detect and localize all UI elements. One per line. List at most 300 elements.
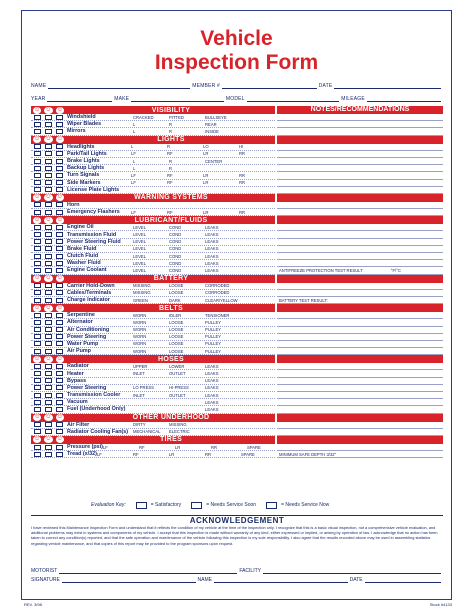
rating-checkbox[interactable] (56, 232, 63, 237)
rating-checkbox[interactable] (45, 254, 52, 259)
condition-option[interactable]: LEAKS (205, 246, 219, 252)
condition-option[interactable]: LR (174, 444, 181, 450)
rating-checkbox[interactable] (34, 232, 41, 237)
notes-line[interactable] (277, 370, 443, 377)
rating-checkbox[interactable] (34, 364, 41, 369)
condition-option[interactable]: HI (239, 144, 244, 150)
notes-line[interactable] (277, 392, 443, 399)
notes-line[interactable] (277, 319, 443, 326)
notes-line[interactable] (277, 158, 443, 165)
condition-option[interactable]: PULLEY (205, 334, 222, 340)
condition-option[interactable]: COND (169, 239, 182, 245)
condition-option[interactable]: PULLEY (205, 348, 222, 354)
rating-checkbox[interactable] (45, 268, 52, 273)
condition-option[interactable]: L (133, 165, 136, 171)
rating-checkbox[interactable] (56, 378, 63, 383)
notes-line[interactable] (277, 283, 443, 290)
condition-option[interactable]: INSIDE (205, 128, 219, 134)
rating-checkbox[interactable] (45, 371, 52, 376)
rating-checkbox[interactable] (56, 261, 63, 266)
condition-option[interactable] (169, 378, 205, 383)
condition-option[interactable]: CRACKED (133, 114, 154, 120)
rating-checkbox[interactable] (45, 166, 52, 171)
notes-line[interactable] (277, 246, 443, 253)
notes-line[interactable] (277, 399, 443, 406)
condition-option[interactable]: WORN (133, 327, 147, 333)
rating-checkbox[interactable] (34, 334, 41, 339)
condition-option[interactable]: R (169, 165, 173, 171)
face-icon: ☺ (34, 304, 41, 311)
inspection-item-label: Bypass (67, 377, 87, 384)
rating-checkbox[interactable] (34, 371, 41, 376)
rating-checkbox[interactable] (45, 246, 52, 251)
condition-option[interactable]: LEVEL (133, 232, 147, 238)
notes-line[interactable] (277, 312, 443, 319)
notes-line[interactable] (277, 114, 443, 121)
condition-option[interactable]: PULLEY (205, 341, 222, 347)
condition-option[interactable]: LOWER (169, 363, 185, 369)
rating-checkbox[interactable] (56, 115, 63, 120)
notes-line[interactable] (277, 267, 443, 274)
condition-option[interactable] (169, 407, 205, 412)
condition-option[interactable]: SPARE (246, 444, 261, 450)
rating-boxes (31, 283, 67, 288)
rating-checkbox[interactable] (56, 371, 63, 376)
condition-option[interactable]: LOOSE (169, 341, 184, 347)
condition-option[interactable]: LF (131, 172, 136, 178)
condition-option[interactable]: PITTED (169, 114, 184, 120)
notes-line[interactable] (277, 180, 443, 187)
condition-option[interactable]: HI-PRESS (169, 385, 189, 391)
rating-checkbox[interactable] (45, 393, 52, 398)
rating-checkbox[interactable] (45, 313, 52, 318)
rating-checkbox[interactable] (56, 320, 63, 325)
make-field[interactable] (131, 97, 224, 102)
needs-soon-face-icon (191, 502, 202, 509)
condition-option[interactable]: CORRODED (205, 290, 230, 296)
inspection-item-label: Air Filter (67, 421, 90, 428)
condition-option[interactable]: LF (131, 151, 136, 157)
rating-checkbox[interactable] (56, 159, 63, 164)
rating-checkbox[interactable] (34, 298, 41, 303)
condition-option[interactable]: RF (167, 209, 173, 215)
condition-option[interactable]: CENTER (205, 158, 223, 164)
mileage-label: MILEAGE (341, 96, 365, 102)
condition-option[interactable]: RR (239, 172, 246, 178)
rating-checkbox[interactable] (56, 290, 63, 295)
condition-option[interactable]: RF (132, 451, 139, 457)
rating-checkbox[interactable] (56, 202, 63, 207)
rating-checkbox[interactable] (56, 225, 63, 230)
rating-checkbox[interactable] (56, 400, 63, 405)
rating-checkbox[interactable] (34, 239, 41, 244)
notes-line[interactable] (277, 444, 443, 451)
notes-line[interactable] (277, 165, 443, 172)
condition-option[interactable]: L (133, 128, 136, 134)
condition-option[interactable]: LO PRESS (133, 385, 154, 391)
condition-option[interactable]: LEAKS (205, 239, 219, 245)
condition-option[interactable]: LOOSE (169, 283, 184, 289)
rating-checkbox[interactable] (56, 283, 63, 288)
rating-checkbox[interactable] (34, 268, 41, 273)
notes-line[interactable] (277, 209, 443, 216)
rating-checkbox[interactable] (45, 378, 52, 383)
mileage-field[interactable] (367, 97, 441, 102)
rating-checkbox[interactable] (34, 180, 41, 185)
rating-checkbox[interactable] (34, 159, 41, 164)
rating-checkbox[interactable] (56, 452, 63, 457)
rating-checkbox[interactable] (45, 407, 52, 412)
condition-option[interactable]: LR (203, 172, 209, 178)
rating-checkbox[interactable] (45, 290, 52, 295)
rating-checkbox[interactable] (56, 129, 63, 134)
rating-checkbox[interactable] (56, 239, 63, 244)
condition-option[interactable]: TENSIONER (205, 312, 230, 318)
condition-option[interactable]: LEAKS (205, 267, 219, 273)
rating-checkbox[interactable] (34, 385, 41, 390)
condition-option[interactable]: LEAKS (205, 385, 219, 391)
motorist-field[interactable] (59, 569, 237, 574)
rating-checkbox[interactable] (45, 327, 52, 332)
condition-option[interactable]: LEAKS (205, 392, 219, 398)
notes-line[interactable] (277, 187, 443, 194)
date-sig-field[interactable] (365, 578, 441, 583)
condition-options (131, 173, 275, 178)
condition-option[interactable]: LEVEL (133, 253, 147, 259)
rating-checkbox[interactable] (34, 407, 41, 412)
rating-checkbox[interactable] (45, 225, 52, 230)
condition-option[interactable]: LEAKS (205, 406, 219, 412)
member-field[interactable] (222, 84, 317, 89)
rating-checkbox[interactable] (45, 298, 52, 303)
condition-options (133, 129, 275, 134)
notes-line[interactable] (277, 422, 443, 429)
rating-checkbox[interactable] (56, 180, 63, 185)
condition-option[interactable] (133, 407, 169, 412)
rating-checkbox[interactable] (34, 422, 41, 427)
condition-option[interactable]: RR (239, 180, 246, 186)
rating-checkbox[interactable] (34, 283, 41, 288)
rating-checkbox[interactable] (34, 115, 41, 120)
condition-option[interactable]: RR (204, 451, 212, 457)
rating-checkbox[interactable] (45, 187, 52, 192)
notes-line[interactable] (277, 260, 443, 267)
rating-checkbox[interactable] (56, 298, 63, 303)
condition-option[interactable]: ELECTRIC (169, 429, 190, 435)
rating-checkbox[interactable] (45, 173, 52, 178)
rating-checkbox[interactable] (45, 422, 52, 427)
rating-checkbox[interactable] (56, 334, 63, 339)
rating-checkbox[interactable] (45, 349, 52, 354)
condition-option[interactable]: COND (169, 267, 182, 273)
condition-option[interactable]: LOOSE (169, 348, 184, 354)
condition-option[interactable]: DARK (169, 297, 181, 303)
rating-checkbox[interactable] (45, 180, 52, 185)
rating-checkbox[interactable] (34, 320, 41, 325)
rating-checkbox[interactable] (56, 187, 63, 192)
section-title: WARNING SYSTEMS (134, 194, 208, 202)
condition-option[interactable]: LO (203, 144, 209, 150)
rating-checkbox[interactable] (56, 327, 63, 332)
condition-option[interactable]: LOOSE (169, 334, 184, 340)
condition-option[interactable]: LEAKS (205, 363, 219, 369)
rating-checkbox[interactable] (45, 400, 52, 405)
condition-option[interactable]: R (169, 128, 173, 134)
evaluation-key (31, 500, 443, 510)
condition-option[interactable]: MECHANICAL (133, 429, 161, 435)
rating-checkbox[interactable] (56, 422, 63, 427)
condition-option[interactable]: CLEAR/YELLOW (205, 297, 238, 303)
condition-option[interactable]: WORN (133, 334, 147, 340)
rating-checkbox[interactable] (34, 349, 41, 354)
notes-section-spacer (277, 414, 443, 422)
condition-option[interactable]: LEAKS (205, 371, 219, 377)
rating-checkbox[interactable] (45, 429, 52, 434)
rating-checkbox[interactable] (34, 122, 41, 127)
rating-checkbox[interactable] (56, 393, 63, 398)
condition-option[interactable]: LEVEL (133, 246, 147, 252)
rating-checkbox[interactable] (34, 246, 41, 251)
rating-checkbox[interactable] (34, 187, 41, 192)
rating-checkbox[interactable] (56, 364, 63, 369)
notes-line[interactable] (277, 406, 443, 413)
notes-line[interactable] (277, 231, 443, 238)
notes-line[interactable] (277, 144, 443, 151)
rating-checkbox[interactable] (56, 151, 63, 156)
condition-option[interactable]: UPPER (133, 363, 148, 369)
rating-checkbox[interactable] (45, 341, 52, 346)
condition-option[interactable]: LF (96, 451, 102, 457)
condition-option[interactable]: COND (169, 253, 182, 259)
model-field[interactable] (247, 97, 340, 102)
condition-option[interactable]: LOOSE (169, 327, 184, 333)
notes-line[interactable] (277, 385, 443, 392)
rating-checkbox[interactable] (56, 445, 63, 450)
rating-checkbox[interactable] (45, 129, 52, 134)
rating-checkbox[interactable] (56, 254, 63, 259)
condition-option[interactable]: LEAKS (205, 378, 219, 384)
rating-checkbox[interactable] (34, 445, 41, 450)
condition-option[interactable]: L (133, 158, 136, 164)
rating-checkbox[interactable] (34, 327, 41, 332)
notes-line[interactable] (277, 151, 443, 158)
condition-option[interactable]: LEVEL (133, 239, 147, 245)
condition-option[interactable]: WORN (133, 312, 147, 318)
name-sig-field[interactable] (214, 578, 348, 583)
rating-checkbox[interactable] (34, 261, 41, 266)
condition-option[interactable]: LEAKS (205, 224, 219, 230)
condition-option[interactable]: RR (239, 209, 246, 215)
condition-option[interactable]: R (167, 144, 171, 150)
rating-checkbox[interactable] (45, 445, 52, 450)
rating-checkbox[interactable] (45, 159, 52, 164)
rating-checkbox[interactable] (45, 452, 52, 457)
notes-line[interactable] (277, 341, 443, 348)
rating-checkbox[interactable] (34, 341, 41, 346)
rating-checkbox[interactable] (34, 210, 41, 215)
rating-checkbox[interactable] (56, 166, 63, 171)
rating-checkbox[interactable] (56, 210, 63, 215)
condition-option[interactable]: RR (239, 151, 246, 157)
condition-option[interactable]: RR (210, 444, 218, 450)
rating-checkbox[interactable] (56, 385, 63, 390)
condition-option[interactable]: LEAKS (205, 399, 219, 405)
notes-line[interactable] (277, 172, 443, 179)
condition-option[interactable]: L (133, 121, 136, 127)
notes-line[interactable] (277, 128, 443, 135)
condition-option[interactable]: LEVEL (133, 260, 147, 266)
condition-option[interactable]: IDLER (169, 312, 182, 318)
condition-option[interactable]: REAR (205, 121, 217, 127)
condition-option[interactable]: LR (203, 151, 209, 157)
rating-checkbox[interactable] (45, 210, 52, 215)
condition-option[interactable] (133, 378, 169, 383)
rating-checkbox[interactable] (34, 173, 41, 178)
rating-checkbox[interactable] (34, 144, 41, 149)
rating-checkbox[interactable] (34, 202, 41, 207)
rating-checkbox[interactable] (34, 378, 41, 383)
rating-checkbox[interactable] (34, 313, 41, 318)
rating-checkbox[interactable] (45, 232, 52, 237)
rating-checkbox[interactable] (45, 122, 52, 127)
condition-option[interactable]: INLET (133, 371, 145, 377)
condition-option[interactable]: RF (138, 444, 145, 450)
rating-checkbox[interactable] (45, 364, 52, 369)
condition-option[interactable]: LOOSE (169, 290, 184, 296)
notes-line[interactable] (277, 290, 443, 297)
rating-checkbox[interactable] (34, 129, 41, 134)
name-field[interactable] (48, 84, 190, 89)
notes-line[interactable] (277, 378, 443, 385)
condition-option[interactable] (133, 400, 169, 405)
condition-option[interactable]: RF (167, 180, 173, 186)
condition-option[interactable]: R (169, 158, 173, 164)
inspection-item-label: Wiper Blades (67, 121, 102, 128)
condition-option[interactable]: RF (167, 172, 173, 178)
condition-option[interactable]: PULLEY (205, 319, 222, 325)
year-field[interactable] (47, 97, 112, 102)
condition-option[interactable]: LEAKS (205, 232, 219, 238)
rating-checkbox[interactable] (34, 429, 41, 434)
notes-line[interactable] (277, 429, 443, 436)
condition-option[interactable]: LEVEL (133, 267, 147, 273)
condition-option[interactable]: COND (169, 232, 182, 238)
notes-line[interactable] (277, 239, 443, 246)
rating-checkbox[interactable] (34, 151, 41, 156)
condition-option[interactable]: LEAKS (205, 253, 219, 259)
rating-checkbox[interactable] (56, 341, 63, 346)
rating-checkbox[interactable] (56, 122, 63, 127)
notes-line[interactable] (277, 253, 443, 260)
date-field[interactable] (334, 84, 441, 89)
rating-boxes (31, 422, 67, 427)
rating-checkbox[interactable] (34, 290, 41, 295)
rating-checkbox[interactable] (56, 268, 63, 273)
rating-checkbox[interactable] (56, 429, 63, 434)
rating-checkbox[interactable] (34, 254, 41, 259)
condition-option[interactable]: COND (169, 224, 182, 230)
rating-checkbox[interactable] (56, 313, 63, 318)
condition-option[interactable]: COND (169, 246, 182, 252)
rating-checkbox[interactable] (34, 225, 41, 230)
rating-checkbox[interactable] (56, 407, 63, 412)
condition-option[interactable]: BULLSEYE (205, 114, 227, 120)
condition-option[interactable]: OUTLET (169, 371, 186, 377)
condition-option[interactable]: LOOSE (169, 319, 184, 325)
rating-checkbox[interactable] (45, 144, 52, 149)
signature-field[interactable] (62, 578, 196, 583)
condition-option[interactable] (169, 400, 205, 405)
condition-option[interactable]: MISSING (133, 283, 151, 289)
rating-checkbox[interactable] (45, 239, 52, 244)
condition-option[interactable]: LEVEL (133, 224, 147, 230)
rating-checkbox[interactable] (56, 173, 63, 178)
notes-line[interactable] (277, 451, 443, 458)
rating-checkbox[interactable] (45, 334, 52, 339)
rating-checkbox[interactable] (34, 393, 41, 398)
facility-field[interactable] (263, 569, 441, 574)
condition-option[interactable]: WORN (133, 319, 147, 325)
rating-checkbox[interactable] (45, 115, 52, 120)
rating-checkbox[interactable] (34, 452, 41, 457)
notes-line[interactable] (277, 297, 443, 304)
rating-checkbox[interactable] (56, 349, 63, 354)
rating-checkbox[interactable] (56, 246, 63, 251)
condition-option[interactable]: LR (203, 209, 209, 215)
notes-line[interactable] (277, 327, 443, 334)
notes-line[interactable] (277, 121, 443, 128)
rating-checkbox[interactable] (45, 283, 52, 288)
condition-option[interactable]: WORN (133, 348, 147, 354)
condition-option[interactable]: INLET (133, 392, 145, 398)
condition-option[interactable]: SPARE (240, 451, 255, 457)
condition-option[interactable]: MISSING (133, 290, 151, 296)
rating-checkbox[interactable] (45, 261, 52, 266)
condition-option[interactable]: R (169, 121, 173, 127)
condition-option[interactable]: OUTLET (169, 392, 186, 398)
rating-checkbox[interactable] (45, 202, 52, 207)
condition-option[interactable]: RF (167, 151, 173, 157)
condition-option[interactable]: MISSING (169, 422, 187, 428)
condition-option[interactable]: LF (131, 209, 136, 215)
rating-checkbox[interactable] (34, 400, 41, 405)
notes-line[interactable] (277, 363, 443, 370)
notes-line[interactable] (277, 202, 443, 209)
notes-line[interactable] (277, 334, 443, 341)
condition-option[interactable]: LEAKS (205, 260, 219, 266)
condition-option[interactable]: PULLEY (205, 327, 222, 333)
rating-checkbox[interactable] (45, 320, 52, 325)
rating-checkbox[interactable] (45, 151, 52, 156)
notes-line[interactable] (277, 348, 443, 355)
notes-section-spacer (277, 355, 443, 363)
condition-option[interactable]: GREEN (133, 297, 148, 303)
condition-option[interactable]: DIRTY (133, 422, 146, 428)
condition-option[interactable]: COND (169, 260, 182, 266)
notes-line[interactable] (277, 224, 443, 231)
rating-checkbox[interactable] (34, 166, 41, 171)
rating-checkbox[interactable] (56, 144, 63, 149)
condition-option[interactable]: LF (102, 444, 108, 450)
condition-option[interactable]: L (131, 144, 134, 150)
condition-option[interactable]: CORRODED (205, 283, 230, 289)
condition-option[interactable]: LR (168, 451, 175, 457)
condition-option[interactable]: WORN (133, 341, 147, 347)
condition-option[interactable]: LF (131, 180, 136, 186)
rating-boxes (31, 180, 67, 185)
condition-option[interactable]: LR (203, 180, 209, 186)
rating-checkbox[interactable] (45, 385, 52, 390)
